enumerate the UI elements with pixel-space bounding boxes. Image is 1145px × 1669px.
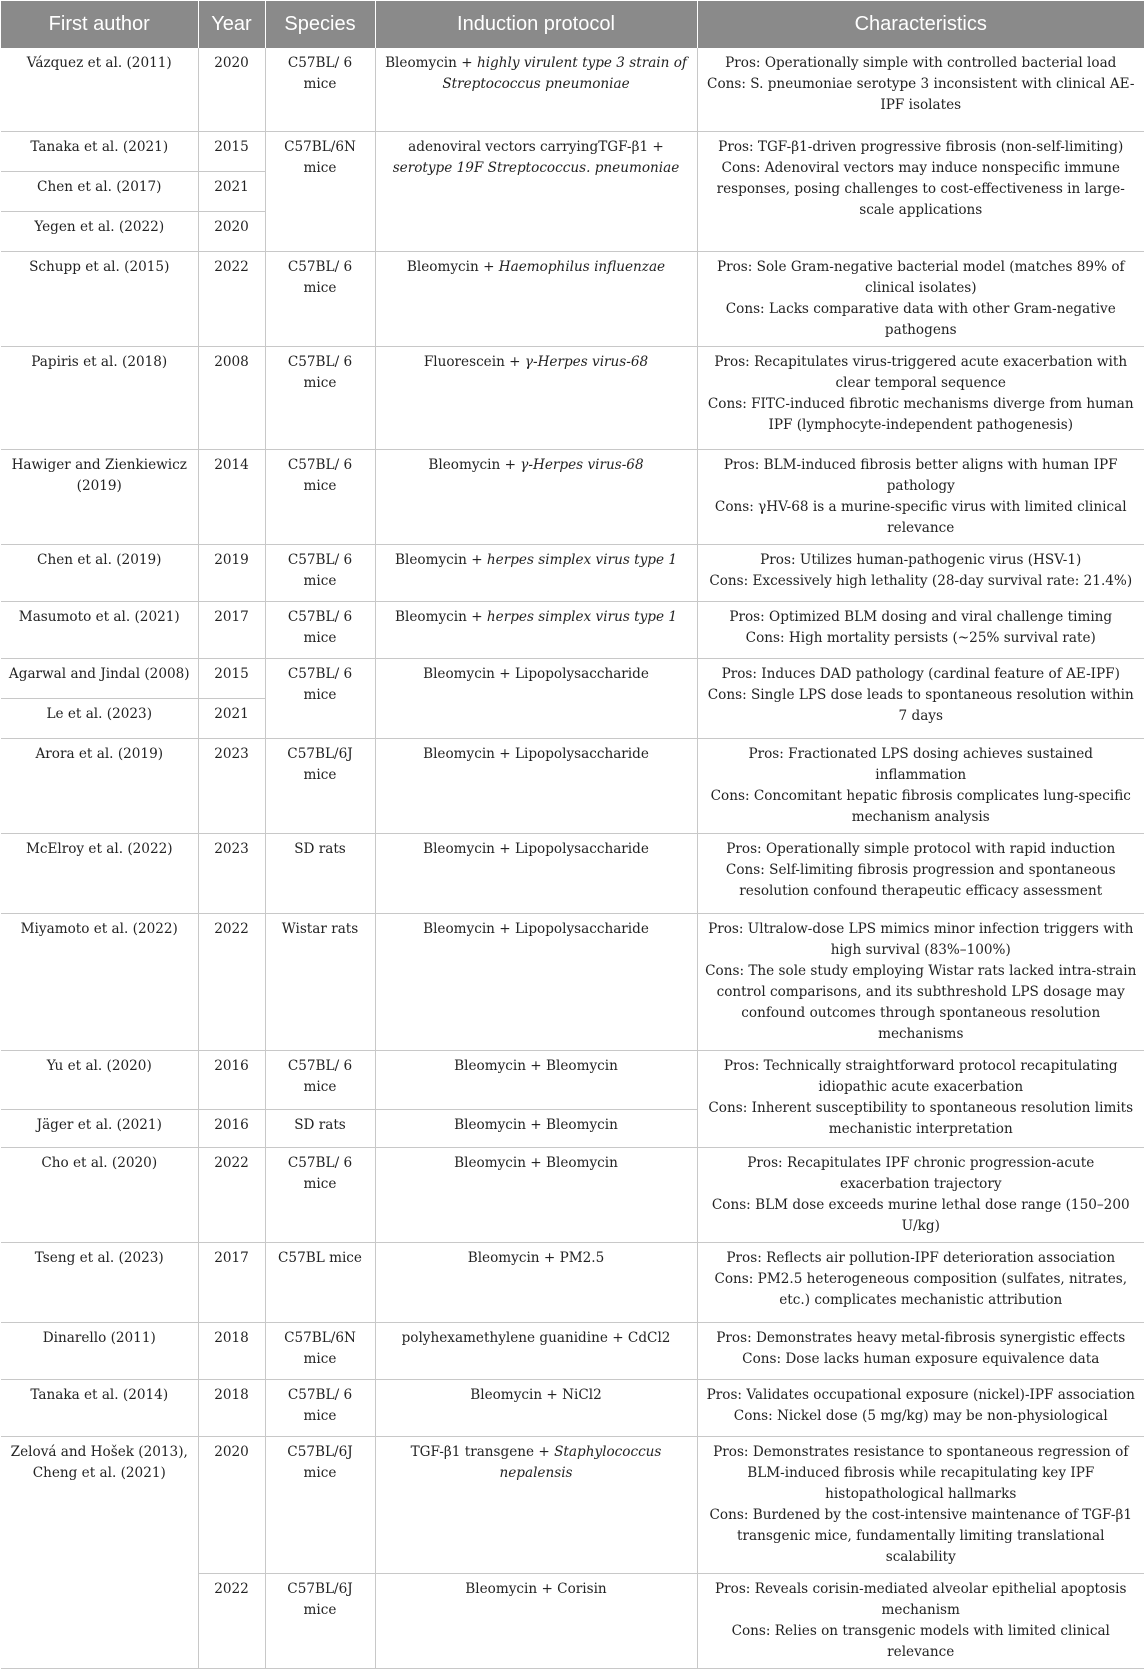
characteristics-cell — [697, 1323, 1144, 1380]
cons-text: Cons: Concomitant hepatic fibrosis complicates lung-specific mechanism analysis — [710, 788, 1131, 825]
year-cell: 2023 — [198, 834, 265, 914]
pros-text: Pros: Ultralow-dose LPS mimics minor infection triggers with high survival (83%–100%) — [708, 921, 1134, 958]
year-cell: 2022 — [198, 1574, 265, 1669]
table-row — [1, 450, 1144, 545]
pros-text: Pros: Fractionated LPS dosing achieves sustained inflammation — [748, 746, 1094, 783]
characteristics-cell — [697, 739, 1144, 834]
table-row — [1, 545, 1144, 602]
protocol-cell: Bleomycin + NiCl2 — [375, 1380, 697, 1437]
author-cell: Hawiger and Zienkiewicz (2019) — [1, 450, 198, 545]
table-row — [1, 1323, 1144, 1380]
pros-text: Pros: TGF-β1-driven progressive fibrosis (non-self-limiting) — [718, 139, 1124, 155]
species-cell: C57BL/ 6 mice — [265, 602, 375, 659]
cons-text: Cons: Inherent susceptibility to spontaneous resolution limits mechanistic interpretation — [708, 1100, 1134, 1137]
species-cell: SD rats — [265, 834, 375, 914]
cons-text: Cons: High mortality persists (~25% survival rate) — [745, 630, 1096, 646]
pros-text: Pros: Utilizes human-pathogenic virus (HSV-1) — [760, 552, 1082, 568]
characteristics-cell — [697, 252, 1144, 347]
author-cell: Vázquez et al. (2011) — [1, 48, 198, 132]
author-cell: Cho et al. (2020) — [1, 1148, 198, 1243]
cons-text: Cons: BLM dose exceeds murine lethal dose range (150–200 U/kg) — [711, 1197, 1130, 1234]
pros-text: Pros: Recapitulates IPF chronic progression-acute exacerbation trajectory — [747, 1155, 1095, 1192]
cons-text: Cons: Dose lacks human exposure equivalence data — [742, 1351, 1100, 1367]
cons-text: Cons: Adenoviral vectors may induce nonspecific immune responses, posing challenges to cost-effectiveness in large-scale applications — [716, 160, 1125, 218]
table-row — [1, 48, 1144, 132]
year-cell: 2008 — [198, 347, 265, 450]
protocol-cell: Bleomycin + Lipopolysaccharide — [375, 659, 697, 739]
year-cell: 2020 — [198, 1437, 265, 1574]
pros-text: Pros: Optimized BLM dosing and viral challenge timing — [729, 609, 1113, 625]
characteristics-cell — [697, 132, 1144, 252]
species-cell: C57BL/ 6 mice — [265, 1380, 375, 1437]
protocol-cell: Bleomycin + herpes simplex virus type 1 — [375, 545, 697, 602]
table-row — [1, 602, 1144, 659]
author-cell: Schupp et al. (2015) — [1, 252, 198, 347]
pros-text: Pros: Operationally simple protocol with rapid induction — [726, 841, 1116, 857]
year-cell: 2022 — [198, 252, 265, 347]
protocol-cell: Bleomycin + Bleomycin — [375, 1110, 697, 1148]
species-cell: Wistar rats — [265, 914, 375, 1051]
pros-text: Pros: Recapitulates virus-triggered acute exacerbation with clear temporal sequence — [714, 354, 1128, 391]
table-row — [1, 739, 1144, 834]
cons-text: Cons: Burdened by the cost-intensive maintenance of TGF-β1 transgenic mice, fundamentally limiting translational scalability — [709, 1507, 1132, 1565]
characteristics-cell — [697, 1437, 1144, 1574]
year-cell: 2020 — [198, 48, 265, 132]
characteristics-cell — [697, 602, 1144, 659]
characteristics-cell — [697, 1574, 1144, 1669]
year-cell: 2022 — [198, 914, 265, 1051]
protocol-cell: Bleomycin + Lipopolysaccharide — [375, 739, 697, 834]
study-table — [1, 1, 1144, 1669]
protocol-cell: Bleomycin + Lipopolysaccharide — [375, 914, 697, 1051]
header-row — [1, 1, 1144, 48]
year-cell: 2018 — [198, 1380, 265, 1437]
characteristics-cell — [697, 1380, 1144, 1437]
protocol-cell: Bleomycin + Haemophilus influenzae — [375, 252, 697, 347]
characteristics-cell — [697, 48, 1144, 132]
author-cell: Chen et al. (2017) — [1, 172, 198, 212]
author-cell: Le et al. (2023) — [1, 699, 198, 739]
year-cell: 2016 — [198, 1051, 265, 1110]
characteristics-cell — [697, 834, 1144, 914]
year-cell: 2021 — [198, 172, 265, 212]
table-row — [1, 1380, 1144, 1437]
cons-text: Cons: S. pneumoniae serotype 3 inconsistent with clinical AE-IPF isolates — [707, 76, 1135, 113]
protocol-cell: polyhexamethylene guanidine + CdCl2 — [375, 1323, 697, 1380]
protocol-cell: Bleomycin + Bleomycin — [375, 1148, 697, 1243]
table-row — [1, 1437, 1144, 1574]
table-row — [1, 834, 1144, 914]
species-cell: C57BL/ 6 mice — [265, 347, 375, 450]
author-cell: Arora et al. (2019) — [1, 739, 198, 834]
protocol-cell: Bleomycin + PM2.5 — [375, 1243, 697, 1323]
author-cell: Papiris et al. (2018) — [1, 347, 198, 450]
pros-text: Pros: Reveals corisin-mediated alveolar epithelial apoptosis mechanism — [715, 1581, 1127, 1618]
author-cell: Chen et al. (2019) — [1, 545, 198, 602]
species-cell: C57BL/ 6 mice — [265, 450, 375, 545]
author-cell: Yu et al. (2020) — [1, 1051, 198, 1110]
protocol-cell: Bleomycin + γ-Herpes virus-68 — [375, 450, 697, 545]
table-row — [1, 1148, 1144, 1243]
pros-text: Pros: Validates occupational exposure (nickel)-IPF association — [706, 1387, 1135, 1403]
species-cell: C57BL/ 6 mice — [265, 545, 375, 602]
header-induction-protocol: Induction protocol — [375, 1, 697, 48]
pros-text: Pros: Reflects air pollution-IPF deterioration association — [726, 1250, 1116, 1266]
species-cell: C57BL/6J mice — [265, 1574, 375, 1669]
species-cell: C57BL mice — [265, 1243, 375, 1323]
table-row — [1, 1243, 1144, 1323]
year-cell: 2017 — [198, 1243, 265, 1323]
species-cell: C57BL/6N mice — [265, 1323, 375, 1380]
characteristics-cell — [697, 1148, 1144, 1243]
species-cell: C57BL/6J mice — [265, 1437, 375, 1574]
protocol-cell: TGF-β1 transgene + Staphylococcus nepalensis — [375, 1437, 697, 1574]
cons-text: Cons: The sole study employing Wistar rats lacked intra-strain control comparisons, and its subthreshold LPS dosage may confound outcomes through spontaneous resolution mechanisms — [705, 963, 1137, 1042]
species-cell: SD rats — [265, 1110, 375, 1148]
cons-text: Cons: Lacks comparative data with other Gram-negative pathogens — [725, 301, 1116, 338]
protocol-cell: Fluorescein + γ-Herpes virus-68 — [375, 347, 697, 450]
characteristics-cell — [697, 1051, 1144, 1148]
cons-text: Cons: Excessively high lethality (28-day survival rate: 21.4%) — [709, 573, 1133, 589]
year-cell: 2020 — [198, 212, 265, 252]
year-cell: 2014 — [198, 450, 265, 545]
species-cell: C57BL/ 6 mice — [265, 252, 375, 347]
species-cell: C57BL/6J mice — [265, 739, 375, 834]
author-cell: Dinarello (2011) — [1, 1323, 198, 1380]
cons-text: Cons: Self-limiting fibrosis progression and spontaneous resolution confound therapeutic efficacy assessment — [725, 862, 1116, 899]
species-cell: C57BL/ 6 mice — [265, 659, 375, 739]
protocol-cell: adenoviral vectors carryingTGF-β1 + serotype 19F Streptococcus. pneumoniae — [375, 132, 697, 252]
year-cell: 2023 — [198, 739, 265, 834]
author-cell: Jäger et al. (2021) — [1, 1110, 198, 1148]
table-row — [1, 1051, 1144, 1110]
protocol-cell: Bleomycin + Corisin — [375, 1574, 697, 1669]
protocol-cell: Bleomycin + herpes simplex virus type 1 — [375, 602, 697, 659]
protocol-cell: Bleomycin + Lipopolysaccharide — [375, 834, 697, 914]
table-row — [1, 132, 1144, 172]
cons-text: Cons: Relies on transgenic models with limited clinical relevance — [731, 1623, 1110, 1660]
year-cell: 2018 — [198, 1323, 265, 1380]
pros-text: Pros: BLM-induced fibrosis better aligns with human IPF pathology — [723, 457, 1118, 494]
year-cell: 2017 — [198, 602, 265, 659]
table-row — [1, 659, 1144, 699]
characteristics-cell — [697, 347, 1144, 450]
characteristics-cell — [697, 450, 1144, 545]
species-cell: C57BL/ 6 mice — [265, 1148, 375, 1243]
protocol-cell: Bleomycin + highly virulent type 3 strain of Streptococcus pneumoniae — [375, 48, 697, 132]
header-species: Species — [265, 1, 375, 48]
header-first-author: First author — [1, 1, 198, 48]
pros-text: Pros: Demonstrates resistance to spontaneous regression of BLM-induced fibrosis while recapitulating key IPF histopathological hallmarks — [713, 1444, 1129, 1502]
author-cell: Tanaka et al. (2021) — [1, 132, 198, 172]
characteristics-cell — [697, 1243, 1144, 1323]
author-cell: McElroy et al. (2022) — [1, 834, 198, 914]
year-cell: 2019 — [198, 545, 265, 602]
species-cell: C57BL/6N mice — [265, 132, 375, 252]
year-cell: 2015 — [198, 659, 265, 699]
table-row — [1, 914, 1144, 1051]
cons-text: Cons: γHV-68 is a murine-specific virus with limited clinical relevance — [714, 499, 1127, 536]
header-characteristics: Characteristics — [697, 1, 1144, 48]
cons-text: Cons: PM2.5 heterogeneous composition (sulfates, nitrates, etc.) complicates mechanistic attribution — [714, 1271, 1128, 1308]
year-cell: 2015 — [198, 132, 265, 172]
author-cell: Tseng et al. (2023) — [1, 1243, 198, 1323]
table-row — [1, 347, 1144, 450]
author-cell: Agarwal and Jindal (2008) — [1, 659, 198, 699]
table-row — [1, 252, 1144, 347]
author-cell: Zelová and Hošek (2013), Cheng et al. (2021) — [1, 1437, 198, 1669]
year-cell: 2022 — [198, 1148, 265, 1243]
pros-text: Pros: Operationally simple with controlled bacterial load — [725, 55, 1117, 71]
species-cell: C57BL/ 6 mice — [265, 1051, 375, 1110]
pros-text: Pros: Demonstrates heavy metal-fibrosis synergistic effects — [716, 1330, 1126, 1346]
characteristics-cell — [697, 545, 1144, 602]
pros-text: Pros: Technically straightforward protocol recapitulating idiopathic acute exacerbation — [723, 1058, 1118, 1095]
author-cell: Tanaka et al. (2014) — [1, 1380, 198, 1437]
author-cell: Yegen et al. (2022) — [1, 212, 198, 252]
author-cell: Miyamoto et al. (2022) — [1, 914, 198, 1051]
author-cell: Masumoto et al. (2021) — [1, 602, 198, 659]
year-cell: 2016 — [198, 1110, 265, 1148]
protocol-cell: Bleomycin + Bleomycin — [375, 1051, 697, 1110]
pros-text: Pros: Induces DAD pathology (cardinal feature of AE-IPF) — [721, 666, 1120, 682]
year-cell: 2021 — [198, 699, 265, 739]
cons-text: Cons: FITC-induced fibrotic mechanisms diverge from human IPF (lymphocyte-independent pathogenesis) — [707, 396, 1134, 433]
characteristics-cell — [697, 659, 1144, 739]
cons-text: Cons: Nickel dose (5 mg/kg) may be non-physiological — [733, 1408, 1108, 1424]
cons-text: Cons: Single LPS dose leads to spontaneous resolution within 7 days — [707, 687, 1134, 724]
species-cell: C57BL/ 6 mice — [265, 48, 375, 132]
pros-text: Pros: Sole Gram-negative bacterial model (matches 89% of clinical isolates) — [716, 259, 1125, 296]
header-year: Year — [198, 1, 265, 48]
characteristics-cell — [697, 914, 1144, 1051]
